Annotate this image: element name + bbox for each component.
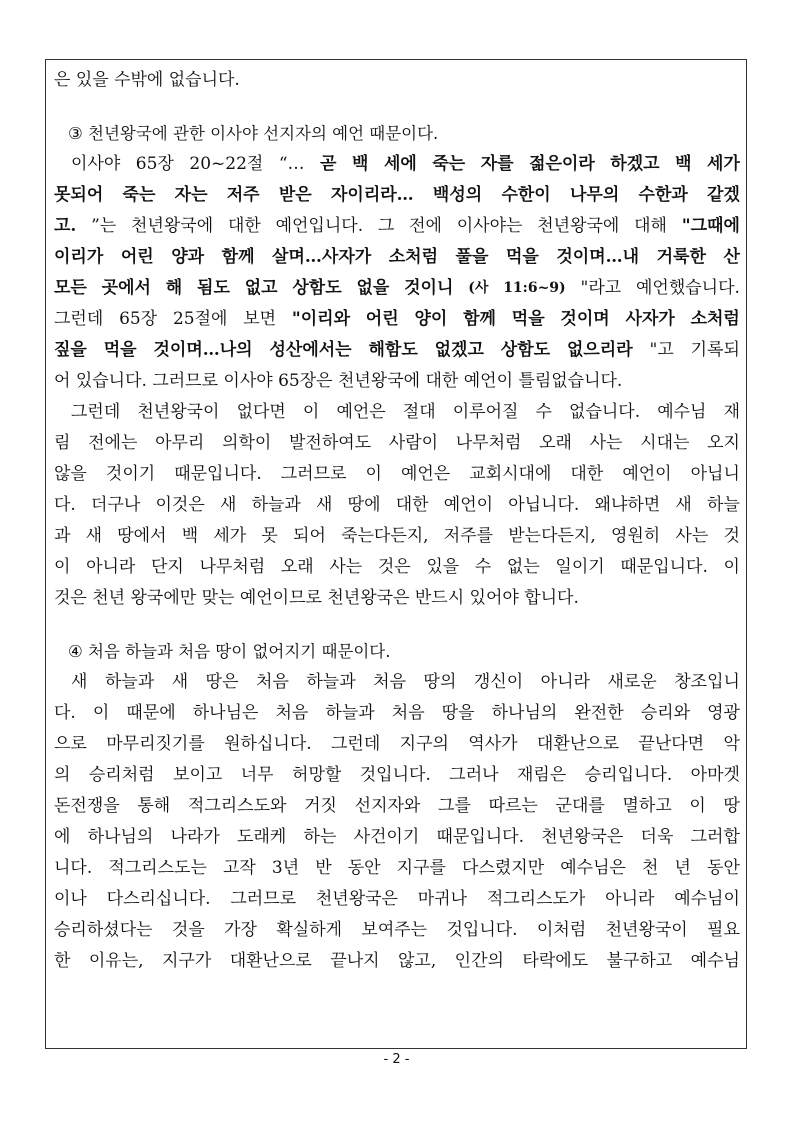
word: 시대는	[640, 433, 690, 453]
word: 수	[535, 402, 552, 422]
text-line	[54, 884, 740, 915]
word: 새	[85, 526, 103, 546]
word: 것입니다.	[359, 765, 431, 785]
word: 절대	[402, 402, 436, 422]
word: 하나님은	[192, 703, 259, 723]
paragraph-gap	[54, 614, 740, 636]
word: 거룩한	[656, 247, 706, 267]
word: 지구의	[399, 734, 449, 754]
word: 것이며…나의	[153, 340, 253, 360]
word: 양이	[414, 309, 448, 329]
word: 그러합	[690, 827, 740, 847]
word: 저주를	[443, 526, 494, 546]
paragraph-gap	[54, 96, 740, 118]
word: 예수님	[657, 402, 707, 422]
word: 그러므로	[280, 464, 347, 484]
text-line	[54, 729, 740, 760]
word: 고.	[54, 216, 77, 236]
word: 젊은이라	[529, 154, 595, 174]
word: 그런데	[331, 734, 381, 754]
word: 자이리라…	[330, 185, 414, 205]
word: 수한이	[501, 185, 551, 205]
word: 이	[689, 796, 706, 816]
word: 아니라	[86, 557, 136, 577]
word: 과	[54, 526, 71, 546]
word: 것입니다.	[446, 920, 518, 940]
word: 없습니다.	[569, 402, 641, 422]
word: 다.	[54, 495, 76, 515]
word: 이	[92, 703, 110, 723]
word: ”는	[91, 216, 117, 236]
word: 세가	[213, 526, 247, 546]
word: 그	[377, 216, 395, 236]
text-line	[54, 667, 740, 698]
word: 수한과	[638, 185, 688, 205]
word: 것이기	[105, 464, 156, 484]
word: 대해	[634, 216, 667, 236]
word: 양과	[171, 247, 205, 267]
text-line	[54, 242, 740, 273]
word: 없겠고	[434, 340, 484, 360]
text-line	[54, 273, 740, 304]
word: 더구나	[91, 495, 141, 515]
text-line	[54, 65, 740, 96]
word: 예언이	[622, 464, 672, 484]
word: 해	[165, 278, 183, 298]
word: 기록되	[690, 340, 740, 360]
word: 이리가	[54, 247, 104, 267]
text-span: 은 있을 수밖에 없습니다.	[54, 70, 240, 90]
word: 지구가	[161, 951, 212, 971]
word: 죽는	[122, 185, 156, 205]
word: 그러나	[449, 765, 499, 785]
word: 하나님의	[87, 827, 154, 847]
word: 선지자와	[354, 796, 421, 816]
word: 에	[54, 827, 71, 847]
word: 아닙니	[690, 464, 740, 484]
word: 이루어질	[452, 402, 519, 422]
word: 대한	[227, 216, 261, 236]
text-line	[54, 211, 740, 242]
word: 재림은	[517, 765, 567, 785]
word: 새	[316, 495, 333, 515]
word: 3년	[271, 858, 300, 878]
word: 불구하고	[606, 951, 673, 971]
word: 승리입니다.	[584, 765, 673, 785]
word: 새로운	[607, 672, 657, 692]
word: 멸하고	[622, 796, 672, 816]
word: 백성의	[432, 185, 483, 205]
word: 창조입니	[674, 672, 740, 692]
word: 자는	[174, 185, 208, 205]
word: 천년왕국이	[605, 920, 688, 940]
word: 어린	[120, 247, 154, 267]
word: 천년왕국이	[137, 402, 220, 422]
word: 끝난다면	[638, 734, 705, 754]
word: 하늘	[707, 495, 740, 515]
word: 그런데	[71, 402, 121, 422]
word: 통해	[137, 796, 171, 816]
word: 동안	[707, 858, 740, 878]
word: 전에	[409, 216, 442, 236]
text-line	[54, 760, 740, 791]
word: 땅에서	[117, 526, 167, 546]
word: 땅을	[441, 703, 475, 723]
word: 그러므로	[230, 889, 297, 909]
word: 사람이	[388, 433, 439, 453]
word: 없는	[506, 557, 540, 577]
word: 함께	[463, 309, 496, 329]
word: 먹을	[103, 340, 137, 360]
word: 세에	[383, 154, 417, 174]
word: 이	[54, 557, 71, 577]
word: 산	[723, 247, 740, 267]
word: 적그리스도가	[486, 889, 586, 909]
text-line	[54, 149, 740, 180]
word: 대환난으로	[536, 734, 620, 754]
word: 사자가	[625, 309, 675, 329]
word: 확실하게	[276, 920, 343, 940]
word: 것이며…내	[556, 247, 640, 267]
word: 새	[171, 672, 189, 692]
word: 림	[54, 433, 71, 453]
word: 가장	[224, 920, 257, 940]
word: 년	[674, 858, 691, 878]
word: 처음	[275, 703, 309, 723]
text-line	[54, 304, 740, 335]
word: 20~22절	[189, 154, 264, 174]
text-line	[54, 366, 740, 397]
word: 어린	[365, 309, 399, 329]
word: 허망할	[292, 765, 342, 785]
word: 이사야는	[456, 216, 523, 236]
word: 의학이	[222, 433, 272, 453]
word: 소처럼	[388, 247, 438, 267]
text-line	[54, 822, 740, 853]
word: 않고,	[397, 951, 437, 971]
word: 타락에도	[522, 951, 589, 971]
word: 것이니	[404, 278, 454, 298]
word: 25절에	[172, 309, 228, 329]
word: 짚을	[54, 340, 87, 360]
word: 처음	[391, 703, 425, 723]
text-span: 것은 천년 왕국에만 맞는 예언이므로 천년왕국은 반드시 있어야 합니다.	[54, 588, 579, 608]
word: 예언은	[400, 464, 451, 484]
word: 나라가	[170, 827, 220, 847]
word: 새	[71, 672, 88, 692]
word: 함께	[221, 247, 255, 267]
word: "고	[649, 340, 674, 360]
word: 왜냐하면	[594, 495, 661, 515]
word: 악	[723, 734, 740, 754]
word: 다스렸지만	[462, 858, 545, 878]
word: 동안	[347, 858, 381, 878]
word: 땅	[723, 796, 740, 816]
word: 재	[723, 402, 740, 422]
word: 보면	[243, 309, 277, 329]
word: 하는	[303, 827, 337, 847]
word: 지구를	[396, 858, 446, 878]
word: 65장	[135, 154, 174, 174]
word: 수	[474, 557, 492, 577]
word: 땅의	[423, 672, 457, 692]
section-heading	[54, 118, 740, 149]
text-line	[54, 698, 740, 729]
word: 않을	[54, 464, 87, 484]
text-line	[54, 791, 740, 822]
word: 사는	[329, 557, 363, 577]
text-line	[54, 428, 740, 459]
word: 다스리십니다.	[106, 889, 211, 909]
word: 때문입니다.	[174, 464, 262, 484]
text-line	[54, 915, 740, 946]
word: 처음	[373, 672, 407, 692]
word: "라고	[580, 278, 622, 298]
word: 소처럼	[690, 309, 740, 329]
word: 하겠고	[610, 154, 660, 174]
word: 새	[219, 495, 237, 515]
word: 새	[675, 495, 692, 515]
word: 것을	[171, 920, 205, 940]
text-line	[54, 583, 740, 614]
word: 백	[181, 526, 199, 546]
word: 나무처럼	[199, 557, 266, 577]
word: 적그리스도는	[108, 858, 207, 878]
word: 11:6~9)	[503, 280, 566, 296]
word: 하나님의	[491, 703, 558, 723]
word: 세가	[707, 154, 740, 174]
word: 이	[302, 402, 320, 422]
word: 것이며	[560, 309, 610, 329]
word: 끝나지	[330, 951, 380, 971]
word: 됨도	[197, 278, 230, 298]
word: 이유는,	[88, 951, 144, 971]
word: 아니라	[540, 672, 590, 692]
word: 백	[675, 154, 692, 174]
word: 천년왕국은	[541, 827, 624, 847]
word: 예수님은	[560, 858, 626, 878]
word: 못되어	[54, 185, 104, 205]
word: 원하십니다.	[224, 734, 312, 754]
word: 땅은	[205, 672, 239, 692]
word: 이처럼	[536, 920, 587, 940]
word: 이것은	[155, 495, 205, 515]
word: 있을	[426, 557, 460, 577]
word: 풀을	[455, 247, 489, 267]
word: 없다면	[236, 402, 286, 422]
word: 성산에서는	[269, 340, 352, 360]
word: 곧	[320, 154, 337, 174]
word: 거짓	[304, 796, 337, 816]
word: 죽는다든지,	[341, 526, 429, 546]
word: 보이고	[173, 765, 223, 785]
text-line	[54, 853, 740, 884]
word: (사	[468, 280, 489, 296]
text-line	[54, 552, 740, 583]
word: 인간의	[454, 951, 504, 971]
word: 사건이기	[353, 827, 420, 847]
word: 교회시대에	[469, 464, 552, 484]
word: 65장	[119, 309, 158, 329]
word: 반	[315, 858, 332, 878]
word: 아닙니다.	[508, 495, 580, 515]
word: 이	[365, 464, 382, 484]
text-line	[54, 459, 740, 490]
word: 하늘과	[306, 672, 356, 692]
word: "그때에	[681, 216, 740, 236]
word: 돈전쟁을	[54, 796, 120, 816]
text-line	[54, 335, 740, 366]
word: 도래케	[237, 827, 287, 847]
word: 마귀나	[417, 889, 468, 909]
word: "이리와	[291, 309, 350, 329]
word: 아니라	[605, 889, 655, 909]
section-heading	[54, 636, 740, 667]
word: 상함도	[292, 278, 342, 298]
word: 사는	[589, 433, 623, 453]
word: 때문입니다.	[620, 557, 708, 577]
text-span: 어 있습니다. 그러므로 이사야 65장은 천년왕국에 대한 예언이 틀림없습니다.	[54, 371, 623, 391]
word: 마무리짓기를	[106, 734, 205, 754]
word: 예수님이	[674, 889, 740, 909]
word: 예수님	[690, 951, 740, 971]
word: 너무	[240, 765, 274, 785]
page-number: - 2 -	[383, 1052, 410, 1067]
word: 영광	[707, 703, 740, 723]
text-line	[54, 397, 740, 428]
word: 완전한	[574, 703, 624, 723]
word: 한	[54, 951, 71, 971]
word: 저주	[226, 185, 260, 205]
word: 상함도	[500, 340, 551, 360]
word: 것은	[377, 557, 411, 577]
text-line	[54, 490, 740, 521]
text-line	[54, 946, 740, 977]
word: 그런데	[54, 309, 104, 329]
word: 없고	[244, 278, 278, 298]
word: 나무의	[569, 185, 620, 205]
word: 그를	[438, 796, 471, 816]
word: 나무처럼	[455, 433, 522, 453]
word: 것	[723, 526, 740, 546]
word: 적그리스도와	[187, 796, 287, 816]
word: 오래	[280, 557, 314, 577]
word: 이	[723, 557, 740, 577]
word: 대환난으로	[229, 951, 312, 971]
word: 으로	[54, 734, 87, 754]
word: 천년왕국에	[537, 216, 620, 236]
word: 갱신이	[473, 672, 524, 692]
word: 때문입니다.	[436, 827, 524, 847]
word: 받는다든지,	[508, 526, 596, 546]
word: 없으리라	[566, 340, 633, 360]
word: 모든	[54, 278, 87, 298]
word: 대한	[395, 495, 429, 515]
word: 살며…사자가	[272, 247, 372, 267]
word: 니다.	[54, 858, 93, 878]
word: 영원히	[610, 526, 661, 546]
word: 따르는	[488, 796, 538, 816]
word: 오지	[707, 433, 740, 453]
word: 고작	[222, 858, 256, 878]
word: 예언입니다.	[275, 216, 364, 236]
word: 곳에서	[101, 278, 151, 298]
word: 받은	[278, 185, 312, 205]
text-span: ④ 처음 하늘과 처음 땅이 없어지기 때문이다.	[68, 642, 391, 661]
word: 단지	[151, 557, 184, 577]
text-span: ③ 천년왕국에 관한 이사야 선지자의 예언 때문이다.	[68, 124, 439, 143]
word: 예언이	[443, 495, 494, 515]
word: 천년왕국은	[315, 889, 398, 909]
word: 처음	[256, 672, 289, 692]
word: 못	[261, 526, 278, 546]
word: 아마겟	[690, 765, 740, 785]
word: 사는	[675, 526, 709, 546]
word: 같겠	[707, 185, 740, 205]
word: 먹을	[511, 309, 545, 329]
word: 죽는	[432, 154, 466, 174]
word: 하늘과	[104, 672, 155, 692]
document-body	[54, 65, 740, 977]
word: 군대를	[555, 796, 605, 816]
word: 땅에	[347, 495, 381, 515]
word: 승리하셨다는	[54, 920, 153, 940]
word: 이나	[54, 889, 87, 909]
word: 필요	[707, 920, 740, 940]
word: 아무리	[155, 433, 205, 453]
word: 백	[352, 154, 369, 174]
word: 일이기	[555, 557, 605, 577]
word: 오래	[539, 433, 572, 453]
text-line	[54, 521, 740, 552]
word: 천	[642, 858, 659, 878]
word: 해함도	[368, 340, 418, 360]
word: 더욱	[640, 827, 674, 847]
word: 하늘과	[325, 703, 375, 723]
word: 천년왕국에	[131, 216, 214, 236]
word: 먹을	[505, 247, 539, 267]
word: 없을	[356, 278, 390, 298]
word: 자를	[480, 154, 514, 174]
word: 예언했습니다.	[635, 278, 740, 298]
word: 발전하여도	[288, 433, 372, 453]
word: 보여주는	[361, 920, 428, 940]
word: “…	[278, 154, 305, 174]
word: 의	[54, 765, 71, 785]
word: 예언은	[336, 402, 386, 422]
word: 되어	[293, 526, 326, 546]
word: 역사가	[468, 734, 518, 754]
word: 다.	[54, 703, 76, 723]
word: 대한	[570, 464, 604, 484]
word: 때문에	[126, 703, 176, 723]
word: 승리와	[640, 703, 690, 723]
text-line	[54, 180, 740, 211]
word: 승리처럼	[88, 765, 155, 785]
word: 이사야	[71, 154, 121, 174]
word: 전에는	[88, 433, 138, 453]
word: 하늘과	[251, 495, 301, 515]
